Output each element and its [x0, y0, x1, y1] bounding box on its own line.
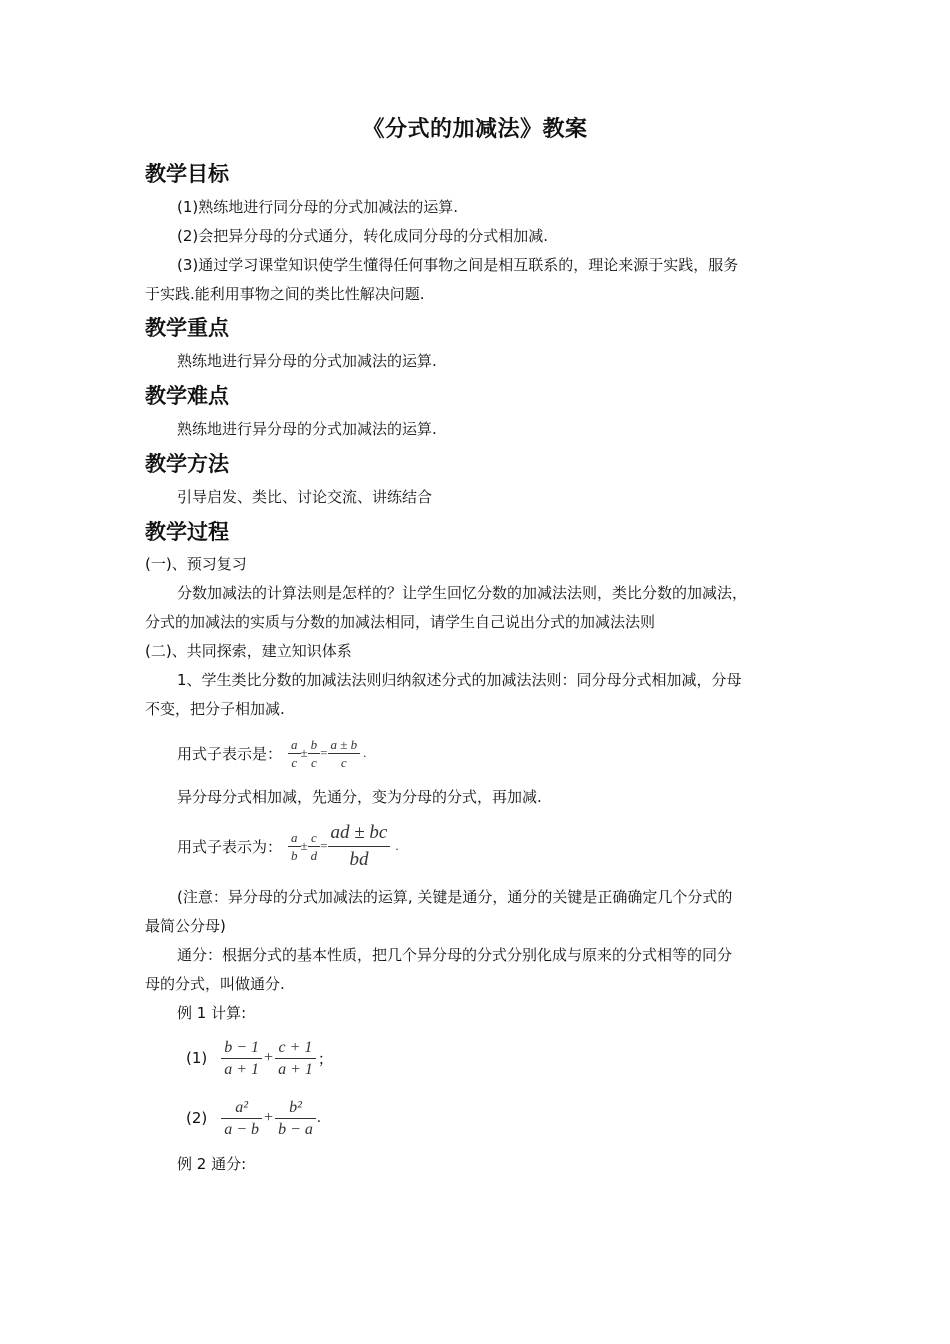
example-1-item-1-plus: +: [264, 1049, 274, 1066]
note-line-1: (注意：异分母的分式加减法的运算, 关键是通分，通分的关键是正确确定几个分式的: [177, 888, 733, 906]
example-1-item-1: [186, 1034, 333, 1082]
formula-1-frac-b-c: $\frac{b}{c}$: [308, 736, 321, 771]
unlike-denominator-line: 异分母分式相加减，先通分，变为分母的分式，再加减.: [177, 788, 542, 806]
formula-1-frac-a-c: $\frac{a}{c}$: [288, 736, 301, 771]
formula-2-result: $\frac{ad \pm bc}{bd}$: [328, 820, 391, 873]
example-1-item-2-frac-1: $\frac{\text{a²}}{a - b}$: [221, 1097, 262, 1140]
formula-1-label: 用式子表示是：: [177, 744, 283, 763]
example-1-item-2-frac-2: $\frac{\text{b²}}{b - a}$: [275, 1097, 316, 1140]
example-1-item-2-end: .: [316, 1109, 321, 1126]
formula-2-frac-a-b: $\frac{a}{b}$: [288, 829, 301, 864]
formula-1-end: .: [363, 745, 367, 760]
methods-text: 引导启发、类比、讨论交流、讲练结合: [177, 488, 433, 506]
part2-title: (二)、共同探索，建立知识体系: [145, 642, 352, 660]
goal-1: (1)熟练地进行同分母的分式加减法的运算.: [177, 198, 459, 216]
document-title: 《分式的加减法》教案: [362, 117, 588, 142]
part2-line-2: 不变，把分子相加减.: [145, 700, 285, 718]
example-1-item-2-plus: +: [264, 1109, 274, 1126]
part1-line-2: 分式的加减法的实质与分数的加减法相同，请学生自己说出分式的加减法法则: [145, 613, 656, 631]
definition-line-2: 母的分式，叫做通分.: [145, 975, 285, 993]
example-1-item-1-end: ；: [317, 1049, 333, 1068]
formula-2-label: 用式子表示为：: [177, 837, 283, 856]
goal-3-cont: 于实践.能利用事物之间的类比性解决问题.: [145, 285, 425, 303]
example-1-item-2: [186, 1094, 321, 1142]
definition-line-1: 通分：根据分式的基本性质，把几个异分母的分式分别化成与原来的分式相等的同分: [177, 946, 733, 964]
formula-2-end: .: [395, 838, 399, 853]
example-1-item-1-frac-2: $\frac{c + 1}{a + 1}$: [275, 1037, 316, 1080]
goal-3: (3)通过学习课堂知识使学生懂得任何事物之间是相互联系的，理论来源于实践，服务: [177, 256, 739, 274]
formula-1-eq: =: [320, 745, 328, 760]
heading-difficulties: 教学难点: [145, 384, 229, 408]
heading-methods: 教学方法: [145, 452, 229, 476]
heading-goals: 教学目标: [145, 162, 229, 186]
goal-2: (2)会把异分母的分式通分，转化成同分母的分式相加减.: [177, 227, 549, 245]
example-1-item-2-label: (2): [186, 1109, 208, 1127]
formula-1-row: [177, 730, 366, 776]
example-1-item-1-frac-1: $\frac{b - 1}{a + 1}$: [221, 1037, 262, 1080]
heading-process: 教学过程: [145, 520, 229, 544]
note-line-2: 最简公分母): [145, 917, 226, 935]
example-2-label: 例 2 通分:: [177, 1155, 247, 1173]
part2-line-1: 1、学生类比分数的加减法法则归纳叙述分式的加减法法则：同分母分式相加减，分母: [177, 671, 742, 689]
formula-2-frac-c-d: $\frac{c}{d}$: [308, 829, 321, 864]
example-1-item-1-label: (1): [186, 1049, 208, 1067]
example-1-label: 例 1 计算:: [177, 1004, 247, 1022]
part1-title: (一)、预习复习: [145, 555, 247, 573]
difficulties-text: 熟练地进行异分母的分式加减法的运算.: [177, 420, 437, 438]
formula-2-row: [177, 816, 399, 876]
formula-1-result: $\frac{a \pm b}{c}$: [328, 736, 361, 771]
formula-2-eq: =: [320, 838, 328, 853]
heading-key-points: 教学重点: [145, 316, 229, 340]
part1-line-1: 分数加减法的计算法则是怎样的？让学生回忆分数的加减法法则，类比分数的加减法，: [177, 584, 748, 602]
formula-2-pm: ±: [300, 838, 308, 853]
formula-1-pm: ±: [300, 745, 308, 760]
key-points-text: 熟练地进行异分母的分式加减法的运算.: [177, 352, 437, 370]
